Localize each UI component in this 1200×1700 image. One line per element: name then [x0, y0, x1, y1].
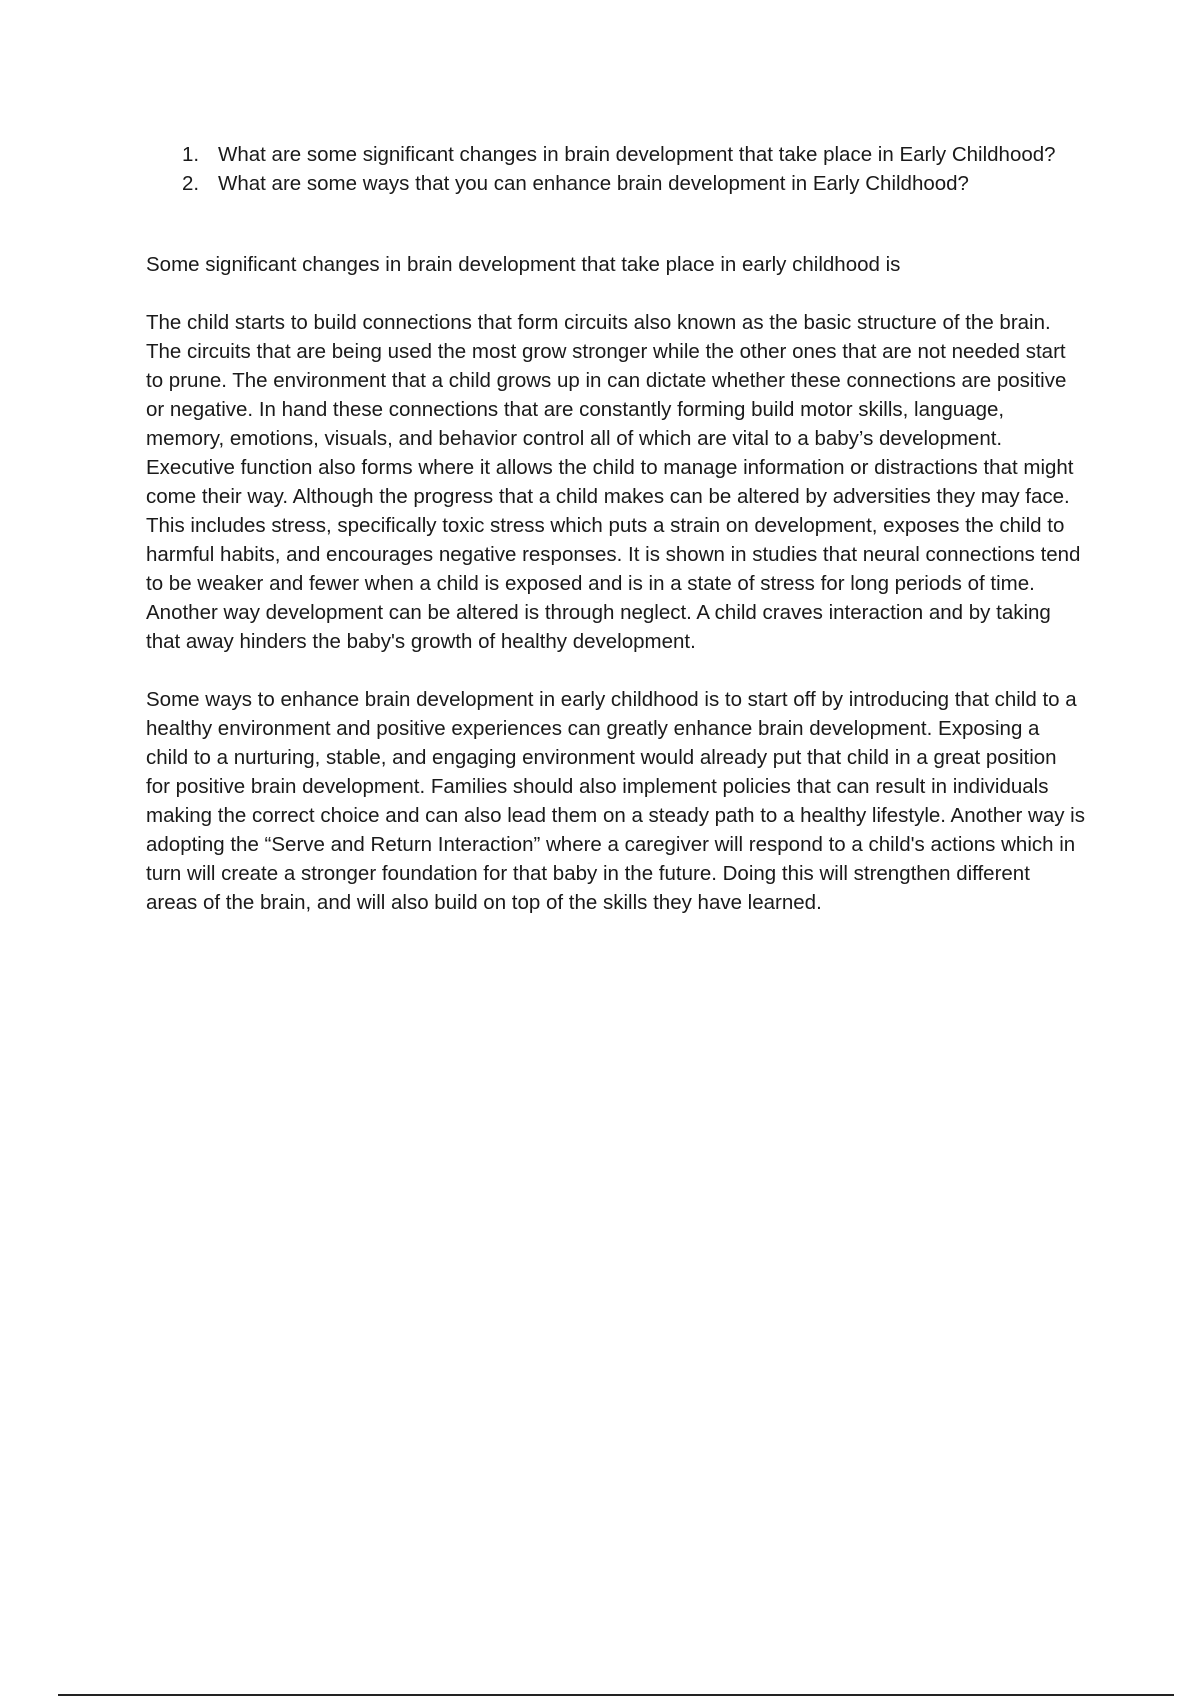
- document-body: [146, 140, 1086, 946]
- paragraph-enhance-development: Some ways to enhance brain development in early childhood is to start off by introducing that child to a healthy environment and positive experiences can greatly enhance brain development. Exposing a child to a nurturing, stable, and engaging environment would already put that child in a great position for positive brain development. Families should also implement policies that can result in individuals making the correct choice and can also lead them on a steady path to a healthy lifestyle. Another way is adopting the “Serve and Return Interaction” where a caregiver will respond to a child's actions which in turn will create a stronger foundation for that baby in the future. Doing this will strengthen different areas of the brain, and will also build on top of the skills they have learned.: [146, 688, 1085, 914]
- question-item: What are some ways that you can enhance brain development in Early Childhood?: [218, 172, 969, 195]
- question-item: What are some significant changes in brain development that take place in Early Childhood?: [218, 143, 1056, 166]
- paragraph-brain-changes: The child starts to build connections that form circuits also known as the basic structure of the brain. The circuits that are being used the most grow stronger while the other ones that are not needed start to prune. The environment that a child grows up in can dictate whether these connections are positive or negative. In hand these connections that are constantly forming build motor skills, language, memory, emotions, visuals, and behavior control all of which are vital to a baby’s development. Executive function also forms where it allows the child to manage information or distractions that might come their way. Although the progress that a child makes can be altered by adversities they may face. This includes stress, specifically toxic stress which puts a strain on development, exposes the child to harmful habits, and encourages negative responses. It is shown in studies that neural connections tend to be weaker and fewer when a child is exposed and is in a state of stress for long periods of time. Another way development can be altered is through neglect. A child craves interaction and by taking that away hinders the baby's growth of healthy development.: [146, 311, 1081, 653]
- question-list: [146, 140, 1086, 198]
- intro-sentence: Some significant changes in brain development that take place in early childhood is: [146, 253, 901, 276]
- page-bottom-rule: [58, 1694, 1174, 1696]
